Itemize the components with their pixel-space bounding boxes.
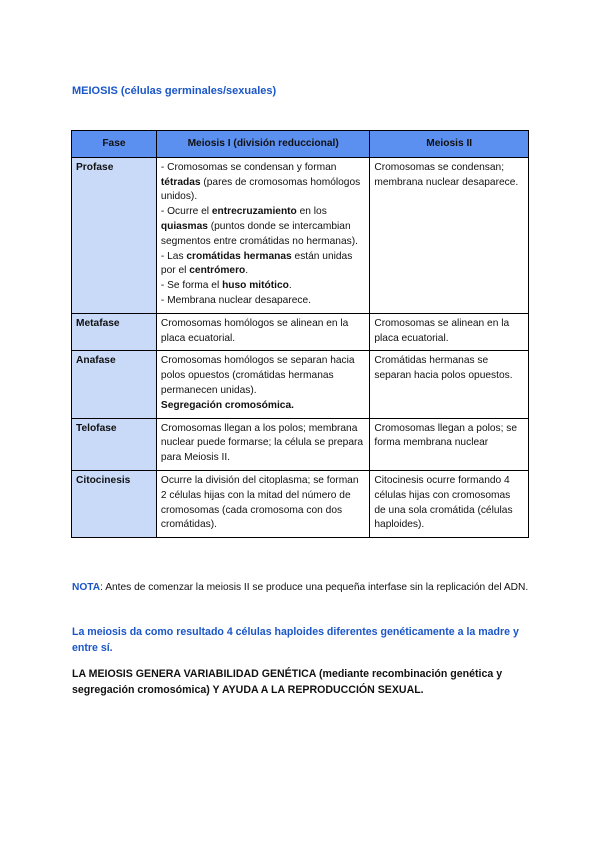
cell-line xyxy=(374,474,524,533)
meiosis-i-cell xyxy=(156,157,369,313)
note-paragraph xyxy=(72,580,532,596)
cell-text: . xyxy=(245,265,249,277)
bold-term: tétradas xyxy=(160,176,201,188)
table-row xyxy=(72,351,529,418)
cell-text: Cromosomas se alinean en la placa ecuatorial. xyxy=(374,317,510,344)
table-header-row xyxy=(72,131,529,158)
bold-term: quiasmas xyxy=(160,220,208,232)
meiosis-i-cell xyxy=(156,351,369,418)
result-paragraph: La meiosis da como resultado 4 células haploides diferentes genéticamente a la madre y entre sí. xyxy=(72,626,519,654)
conclusion-paragraph: LA MEIOSIS GENERA VARIABILIDAD GENÉTICA (mediante recombinación genética y segregación cromosómica) Y AYUDA A LA REPRODUCCIÓN SEXUAL. xyxy=(72,668,503,696)
cell-text: - Membrana nuclear desaparece. xyxy=(160,294,311,306)
cell-text: - Cromosomas se condensan y forman xyxy=(160,161,337,173)
header-meiosis-i: Meiosis I (división reduccional) xyxy=(156,131,369,158)
meiosis-i-cell xyxy=(156,313,369,351)
meiosis-ii-cell xyxy=(370,418,529,470)
meiosis-i-cell xyxy=(156,418,369,470)
cell-text: - Ocurre el xyxy=(160,206,212,218)
header-meiosis-ii: Meiosis II xyxy=(370,131,529,158)
meiosis-ii-cell xyxy=(370,313,529,351)
cell-text: Cromosomas se condensan; membrana nuclear desaparece. xyxy=(374,161,519,188)
cell-text: en los xyxy=(296,206,327,218)
phase-cell: Telofase xyxy=(72,418,157,470)
meiosis-ii-cell xyxy=(370,351,529,418)
table-row xyxy=(72,157,529,313)
cell-line xyxy=(161,399,365,414)
cell-text: - Se forma el xyxy=(160,280,223,292)
cell-line xyxy=(161,161,365,205)
cell-line xyxy=(374,317,524,347)
cell-line xyxy=(161,474,365,533)
cell-text: están unidas por el xyxy=(160,250,353,277)
meiosis-table xyxy=(71,130,529,538)
cell-text: Cromosomas homólogos se alinean en la placa ecuatorial. xyxy=(160,317,349,344)
bold-term: huso mitótico xyxy=(222,280,289,292)
cell-line xyxy=(161,205,365,249)
cell-line xyxy=(161,294,365,309)
cell-line xyxy=(161,317,365,347)
cell-line xyxy=(374,422,524,452)
cell-text: Cromosomas llegan a polos; se forma membrana nuclear xyxy=(374,422,518,449)
cell-line xyxy=(374,354,524,384)
cell-text: Cromosomas homólogos se separan hacia polos opuestos (cromátidas hermanas permanecen unidas). xyxy=(160,355,355,396)
cell-line xyxy=(161,250,365,280)
cell-text: (pares de cromosomas homólogos unidos). xyxy=(160,176,361,203)
note-text: : Antes de comenzar la meiosis II se produce una pequeña interfase sin la replicación del ADN. xyxy=(100,582,529,593)
bold-term: cromátidas hermanas xyxy=(186,250,292,262)
meiosis-ii-cell xyxy=(370,157,529,313)
phase-cell: Profase xyxy=(72,157,157,313)
cell-text: Cromátidas hermanas se separan hacia polos opuestos. xyxy=(374,355,513,382)
cell-line xyxy=(161,354,365,398)
cell-line xyxy=(161,279,365,294)
meiosis-i-cell xyxy=(156,470,369,537)
cell-line xyxy=(161,422,365,466)
document-title: MEIOSIS (células germinales/sexuales) xyxy=(72,85,277,97)
phase-cell: Anafase xyxy=(72,351,157,418)
table-body xyxy=(72,157,529,537)
table-row xyxy=(72,470,529,537)
bold-term: Segregación cromosómica. xyxy=(160,399,294,411)
phase-cell: Metafase xyxy=(72,313,157,351)
cell-text: Cromosomas llegan a los polos; membrana nuclear puede formarse; la célula se prepara para Meiosis II. xyxy=(160,422,364,464)
meiosis-ii-cell xyxy=(370,470,529,537)
note-label: NOTA xyxy=(72,582,101,593)
cell-text: - Las xyxy=(160,250,187,262)
phase-cell: Citocinesis xyxy=(72,470,157,537)
cell-text: Citocinesis ocurre formando 4 células hijas con cromosomas de una sola cromátida (células haploides). xyxy=(374,474,513,531)
cell-line xyxy=(374,161,524,191)
cell-text: Ocurre la división del citoplasma; se forman 2 células hijas con la mitad del número de cromosomas (cada cromosoma con dos cromátidas). xyxy=(160,474,359,531)
cell-text: . xyxy=(288,280,292,292)
bold-term: entrecruzamiento xyxy=(211,206,297,218)
table-row xyxy=(72,313,529,351)
header-fase: Fase xyxy=(72,131,157,158)
bold-term: centrómero xyxy=(189,265,246,277)
table-row xyxy=(72,418,529,470)
cell-text: (puntos donde se intercambian segmentos entre cromátidas no hermanas). xyxy=(160,220,358,247)
